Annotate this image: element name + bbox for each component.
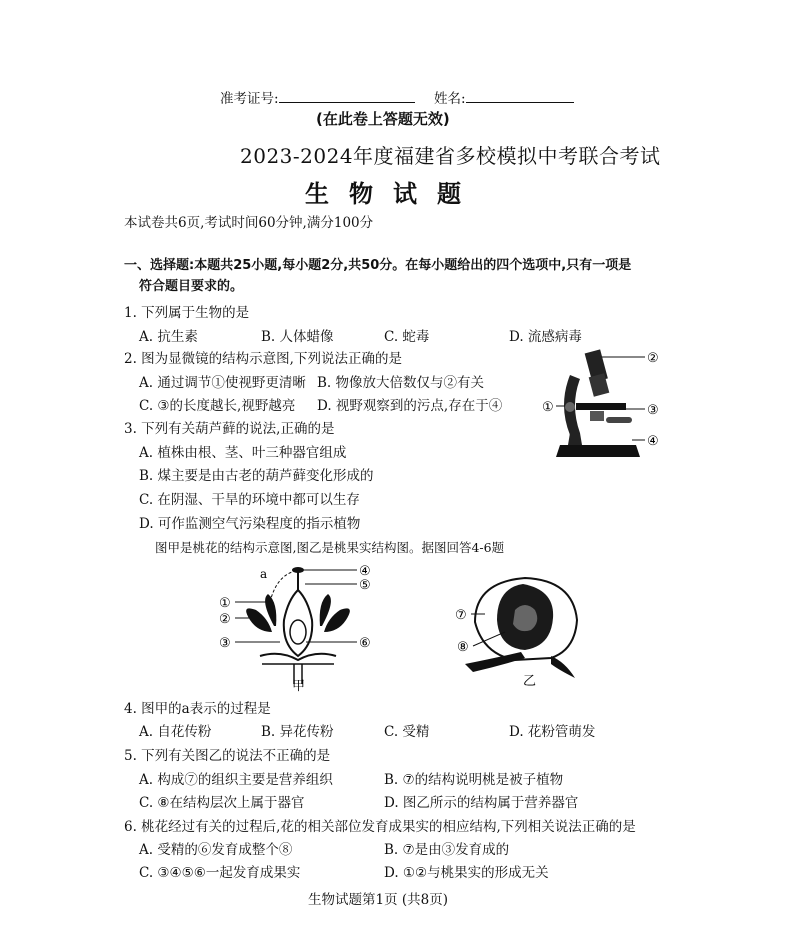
q3-option-a: A. 植株由根、茎、叶三种器官组成	[139, 445, 347, 461]
q6-option-a: A. 受精的⑥发育成整个⑧	[139, 842, 293, 858]
question-4-stem: 4. 图甲的a表示的过程是	[124, 701, 271, 717]
microscope-diagram	[540, 345, 662, 470]
section-heading-cont: 符合题目要求的。	[139, 279, 244, 294]
notice-text: (在此卷上答题无效)	[316, 110, 450, 128]
q3-option-c: C. 在阴湿、干旱的环境中都可以生存	[139, 492, 360, 508]
microscope-label-1: ①	[542, 400, 554, 415]
flower-caption: 甲	[292, 679, 306, 694]
question-3-stem: 3. 下列有关葫芦藓的说法,正确的是	[124, 421, 335, 437]
fruit-label-8: ⑧	[457, 640, 469, 655]
microscope-label-2: ②	[647, 351, 659, 366]
admit-number-blank	[279, 88, 415, 103]
admit-number-label: 准考证号:	[220, 91, 279, 107]
q5-option-b: B. ⑦的结构说明桃是被子植物	[384, 772, 564, 788]
q6-option-b: B. ⑦是由③发育成的	[384, 842, 510, 858]
question-2-stem: 2. 图为显微镜的结构示意图,下列说法正确的是	[124, 351, 402, 367]
q1-option-d: D. 流感病毒	[509, 329, 582, 345]
flower-label-a: a	[260, 567, 268, 581]
peach-flower-diagram	[210, 560, 385, 695]
flower-drawing	[246, 567, 350, 684]
flower-label-4: ④	[359, 564, 371, 579]
fruit-caption: 乙	[523, 674, 537, 689]
name-blank	[466, 88, 574, 103]
page-title: 2023-2024年度福建省多校模拟中考联合考试	[240, 144, 661, 168]
flower-label-1: ①	[219, 596, 231, 611]
name-label: 姓名:	[434, 91, 466, 107]
name-field	[434, 88, 574, 108]
flower-label-3: ③	[219, 636, 231, 651]
q2-option-a: A. 通过调节①使视野更清晰	[139, 375, 306, 391]
admit-number-field	[220, 88, 415, 108]
page-footer: 生物试题第1页 (共8页)	[308, 892, 449, 908]
microscope-label-3: ③	[647, 403, 659, 418]
microscope-drawing	[556, 349, 640, 457]
q5-option-a: A. 构成⑦的组织主要是营养组织	[139, 772, 333, 788]
q4-option-c: C. 受精	[384, 724, 430, 740]
q2-option-c: C. ③的长度越长,视野越亮	[139, 398, 296, 414]
q1-option-c: C. 蛇毒	[384, 329, 430, 345]
fruit-label-7: ⑦	[455, 608, 467, 623]
peach-fruit-diagram	[455, 570, 590, 690]
q3-option-b: B. 煤主要是由古老的葫芦藓变化形成的	[139, 468, 374, 484]
fruit-drawing	[465, 578, 577, 678]
q1-option-a: A. 抗生素	[139, 329, 198, 345]
subject-title: 生物试题	[305, 180, 481, 208]
microscope-label-4: ④	[647, 434, 659, 449]
q4-option-a: A. 自花传粉	[139, 724, 212, 740]
q6-option-d: D. ①②与桃果实的形成无关	[384, 865, 549, 881]
q2-option-b: B. 物像放大倍数仅与②有关	[317, 375, 485, 391]
exam-info: 本试卷共6页,考试时间60分钟,满分100分	[124, 215, 374, 231]
q5-option-c: C. ⑧在结构层次上属于器官	[139, 795, 305, 811]
q4-option-b: B. 异花传粉	[261, 724, 334, 740]
question-6-stem: 6. 桃花经过有关的过程后,花的相关部位发育成果实的相应结构,下列相关说法正确的是	[124, 819, 636, 835]
flower-label-5: ⑤	[359, 578, 371, 593]
question-5-stem: 5. 下列有关图乙的说法不正确的是	[124, 748, 331, 764]
q5-option-d: D. 图乙所示的结构属于营养器官	[384, 795, 579, 811]
q4-option-d: D. 花粉管萌发	[509, 724, 596, 740]
question-1-stem: 1. 下列属于生物的是	[124, 305, 250, 321]
flower-label-2: ②	[219, 612, 231, 627]
q3-option-d: D. 可作监测空气污染程度的指示植物	[139, 516, 361, 532]
flower-label-6: ⑥	[359, 636, 371, 651]
figure-intro: 图甲是桃花的结构示意图,图乙是桃果实结构图。据图回答4-6题	[155, 540, 505, 555]
q1-option-b: B. 人体蜡像	[261, 329, 334, 345]
section-heading: 一、选择题:本题共25小题,每小题2分,共50分。在每小题给出的四个选项中,只有一项是	[124, 258, 632, 273]
q6-option-c: C. ③④⑤⑥一起发育成果实	[139, 865, 301, 881]
q2-option-d: D. 视野观察到的污点,存在于④	[317, 398, 503, 414]
